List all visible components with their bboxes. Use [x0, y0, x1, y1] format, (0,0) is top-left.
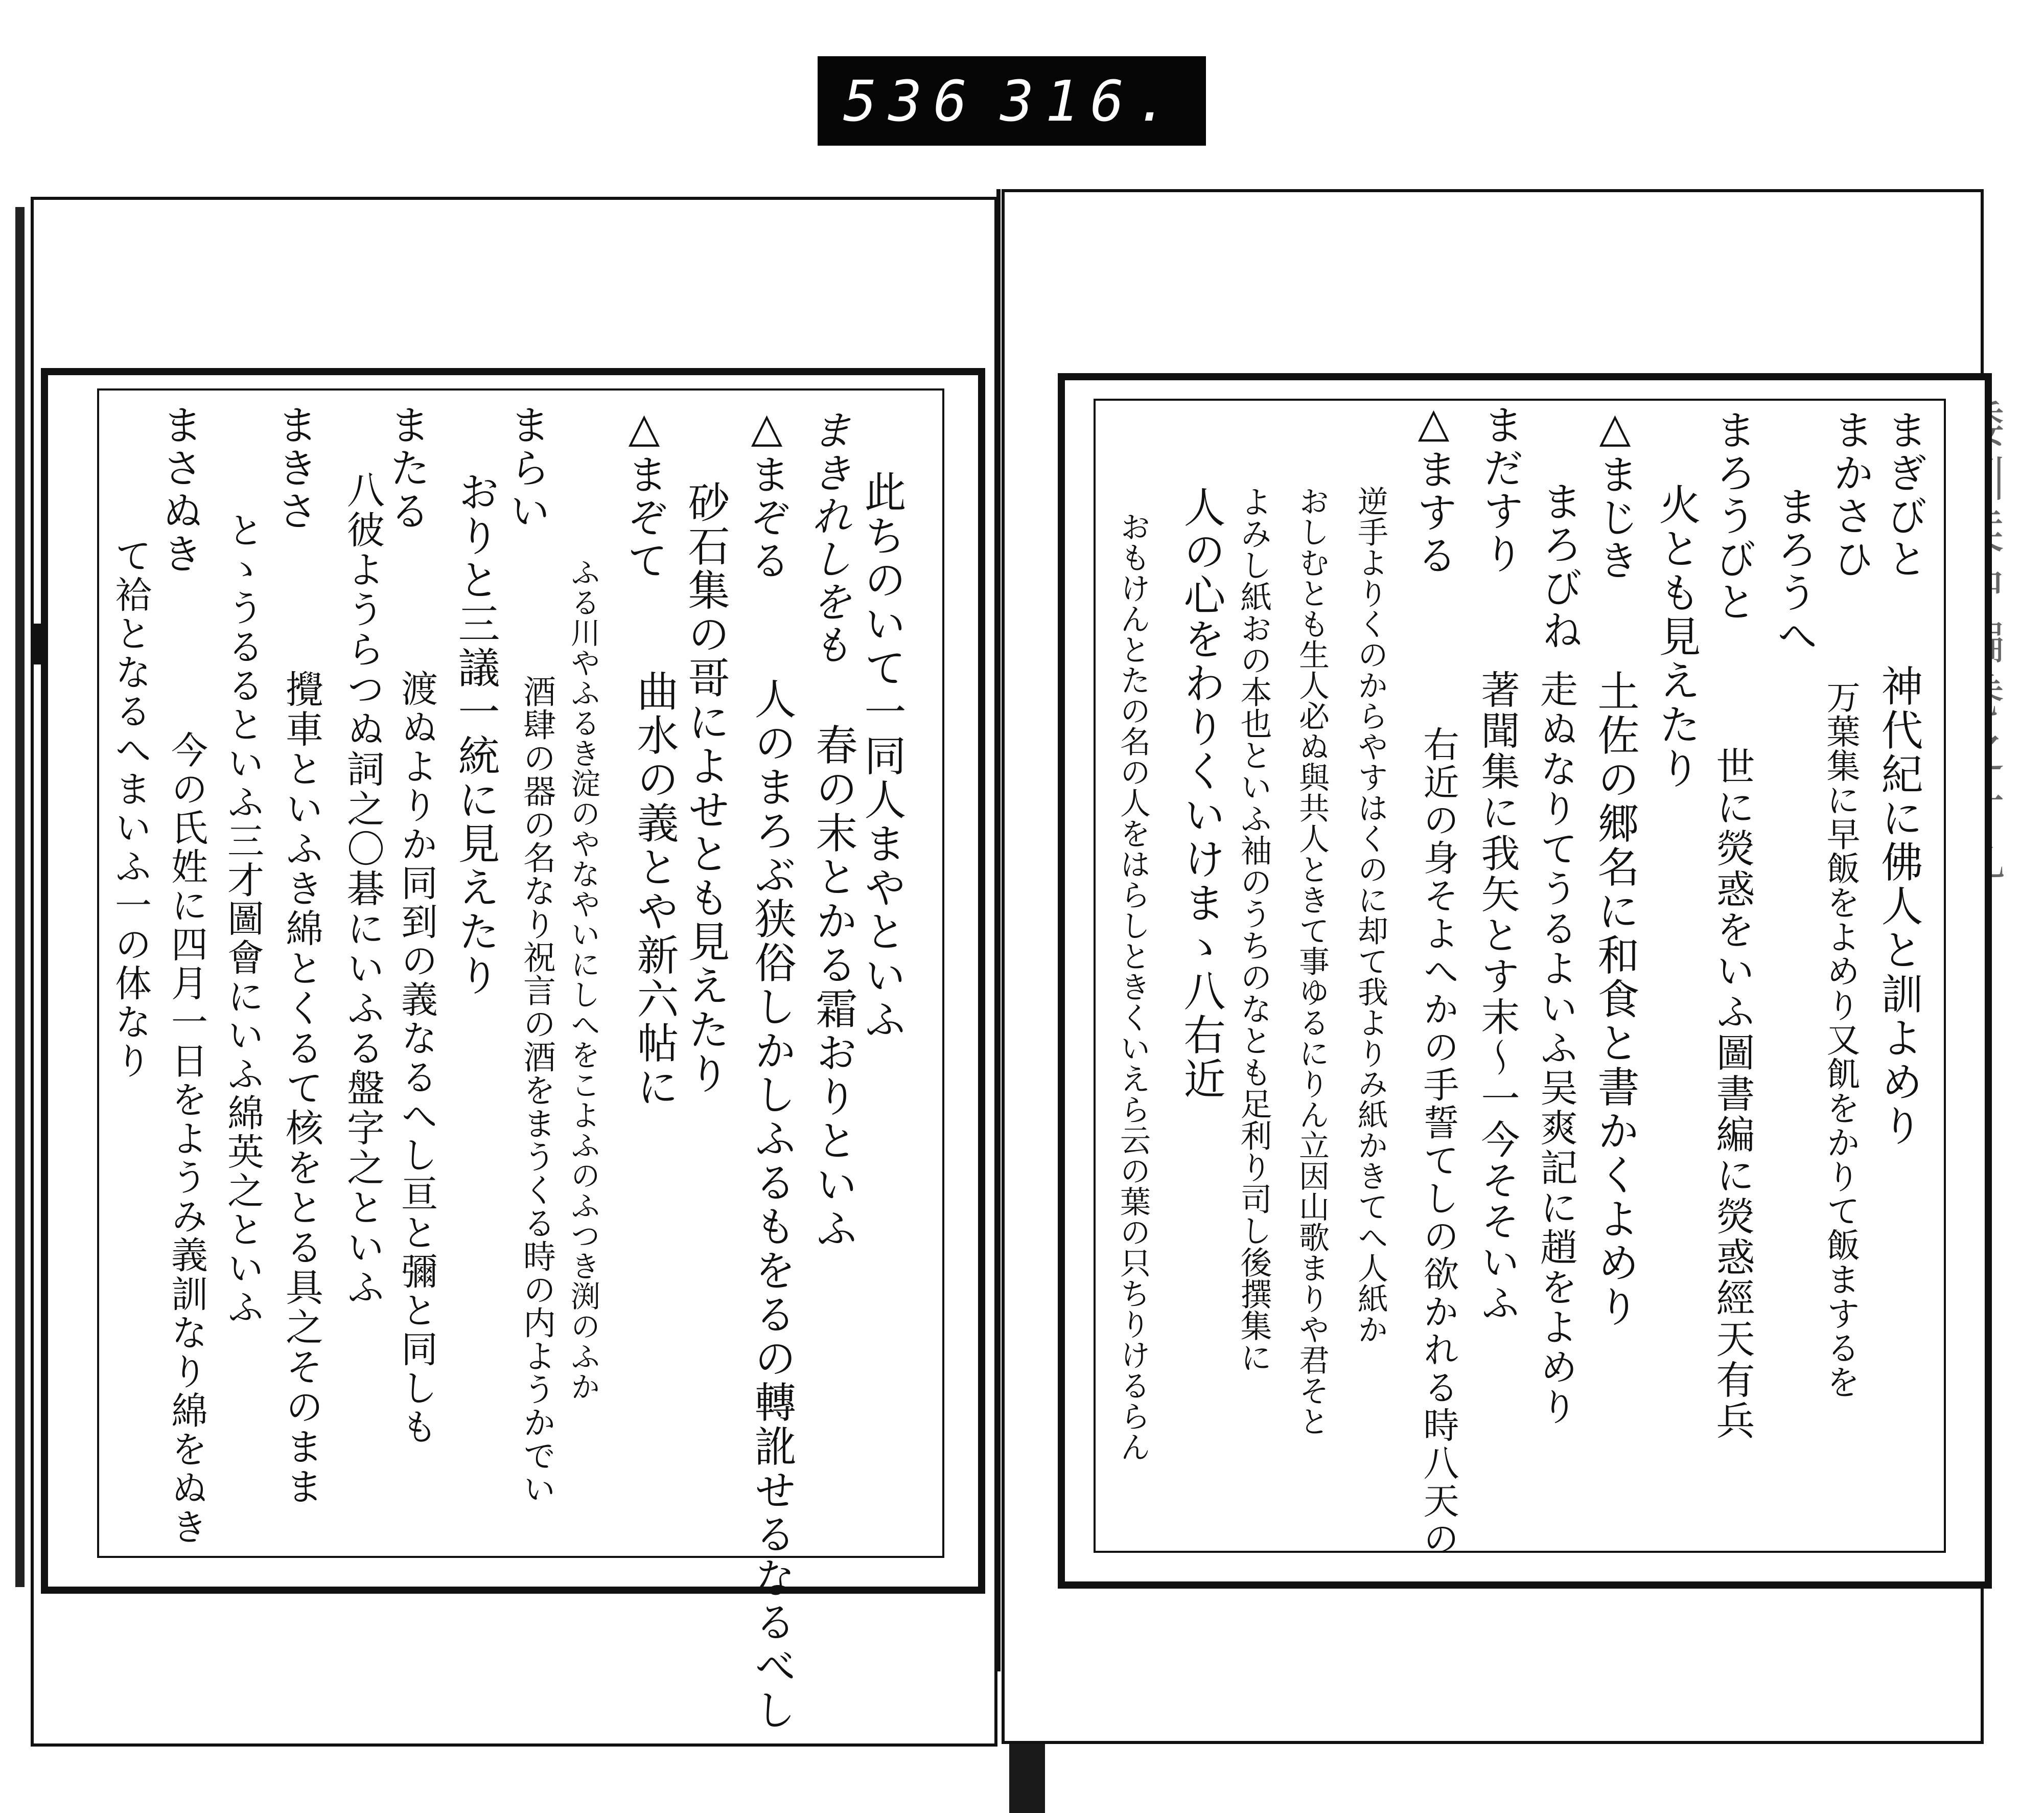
left-col-11: まらい: [503, 404, 550, 533]
left-col-14: またる: [383, 404, 430, 533]
left-col-19: 今の氏姓に四月一日をようみ義訓なり綿をぬき: [165, 731, 208, 1547]
left-col-5: △まぞる: [743, 404, 791, 582]
right-col-6: まろうびと: [1709, 409, 1756, 624]
right-col-17: 逆手よりくのからやすはくのに却て我よりみ紙かきてへ人紙か: [1353, 486, 1388, 1344]
right-col-5: まろうへ: [1770, 486, 1818, 657]
right-col-20: 人の心をわりくいけまゝ八右近: [1177, 486, 1225, 1101]
left-col-10: 酒肆の器の名なり祝言の酒をまうくる時の内ようかでい: [518, 675, 555, 1505]
right-col-16: △まする: [1410, 399, 1457, 577]
right-col-12: 走ぬなりてうるよいふ吴爽記に趙をよめり: [1534, 670, 1578, 1427]
right-col-11: まろびね: [1535, 480, 1583, 652]
right-col-3: 神代紀に佛人と訓よめり: [1874, 664, 1923, 1148]
right-col-7: 世に熒惑をいふ圖書編に熒惑經天有兵: [1710, 746, 1755, 1441]
right-col-8: 火とも見えたり: [1652, 483, 1701, 791]
left-col-18: とゝうるるといふ三才圖會にいふ綿英之といふ: [221, 511, 264, 1327]
right-col-19: よみし紙おの本也といふ袖のうちのなとも足利り司し後撰集に: [1235, 486, 1272, 1373]
right-col-14: 著聞集に我矢とす末〜一今そそいふ: [1475, 670, 1520, 1324]
left-col-3: 春の末とかる霜おりといふ: [809, 723, 857, 1251]
left-col-15: 八彼ようらつぬ詞之〇碁にいふる盤字之といふ: [341, 470, 385, 1307]
left-col-21: て袷となるへまいふ一の体なり: [109, 537, 152, 1081]
right-col-1: まぎびと: [1880, 409, 1927, 581]
left-col-6: 砂石集の哥によせとも見えたり: [681, 480, 730, 1096]
left-col-20: まさぬき: [155, 404, 203, 576]
right-col-9: △まじき: [1591, 404, 1639, 582]
right-col-2: まかさひ: [1826, 409, 1874, 581]
right-col-4: 万葉集に早飯をよめり又飢をかりて飯まするを: [1821, 680, 1860, 1399]
frame-number: 316.: [1000, 68, 1180, 134]
reel-number: 536: [843, 68, 979, 134]
left-col-4: 人のまろぶ狭俗しかしふるもをるの轉訛せるなるべし: [748, 677, 796, 1732]
left-col-2: まきれしをも: [804, 409, 852, 667]
right-col-10: 土佐の郷名に和食と書かくよめり: [1591, 670, 1639, 1329]
right-col-15: 右近の身そよへかの手誓てしの欲かれる時八天の: [1418, 726, 1459, 1558]
left-col-9: ふる川やふるき淀のやなやいにしへをこよふのふつき渕のふか: [566, 557, 600, 1402]
right-col-21: おもけんとたの名の人をはらしときくいえら云の葉の只ちりけるらん: [1115, 511, 1151, 1462]
left-col-8: △まぞて: [620, 404, 668, 582]
left-col-7: 曲水の義とや新六帖に: [630, 670, 679, 1109]
left-col-13: 渡ぬよりか同到の義なるへし亘と彌と同しも: [395, 670, 438, 1447]
left-page-edge: [15, 207, 25, 1587]
left-col-16: 攪車といふき綿とくるて核をとる具之そのまま: [280, 670, 323, 1507]
right-col-13: まだすり: [1476, 404, 1524, 576]
reel-label: [818, 56, 1206, 146]
right-col-18: おしむとも生人必ぬ與共人ときて事ゆるにりん立因山歌まりや君そと: [1294, 486, 1330, 1436]
left-col-1: 此ちのいて一同人まやといふ: [857, 470, 906, 1042]
left-col-17: まきさ: [270, 404, 318, 533]
left-col-12: おりと三議一統に見えたり: [451, 470, 500, 998]
